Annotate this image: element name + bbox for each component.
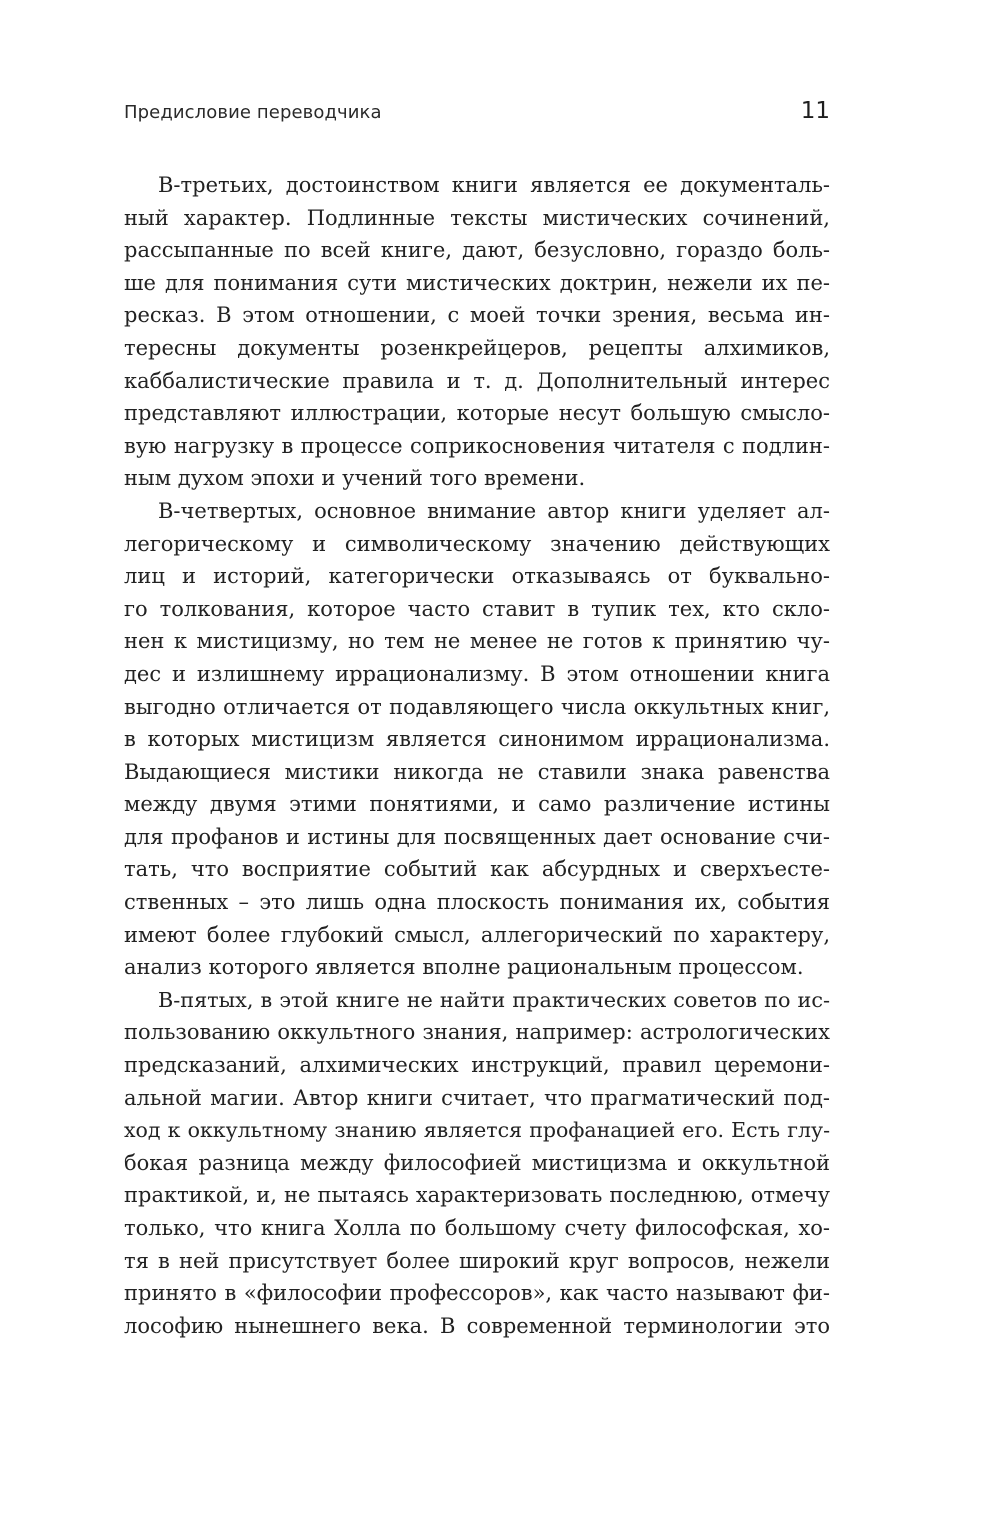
running-head [124, 98, 830, 130]
body-text [124, 169, 830, 1342]
paragraph-line: для профанов и истины для посвященных дает основание счи- [124, 824, 830, 849]
paragraph-line: дес и излишнему иррационализму. В этом отношении книга [124, 661, 830, 686]
paragraph-line: альной магии. Автор книги считает, что прагматический под- [124, 1085, 830, 1110]
paragraph-line: Выдающиеся мистики никогда не ставили знака равенства [124, 759, 830, 784]
paragraph-line: В-пятых, в этой книге не найти практических советов по ис- [158, 987, 830, 1012]
paragraph-line: представляют иллюстрации, которые несут большую смысло- [124, 401, 830, 426]
paragraph-line: тать, что восприятие событий как абсурдных и сверхъесте- [124, 857, 830, 882]
paragraph-line: рассыпанные по всей книге, дают, безусловно, гораздо боль- [124, 238, 830, 263]
paragraph-line: легорическому и символическому значению действующих [124, 531, 830, 556]
paragraph-line: го толкования, которое часто ставит в тупик тех, кто скло- [124, 596, 830, 621]
paragraph-line: в которых мистицизм является синонимом иррационализма. [124, 727, 830, 752]
paragraph-line: ственных – это лишь одна плоскость понимания их, события [124, 890, 830, 915]
paragraph-line: практикой, и, не пытаясь характеризовать последнюю, отмечу [124, 1183, 830, 1208]
paragraph-line: только, что книга Холла по большому счету философская, хо- [124, 1216, 830, 1240]
paragraph-line: ход к оккультному знанию является профанацией его. Есть глу- [124, 1118, 830, 1143]
paragraph-line: пользованию оккультного знания, например: астрологических [124, 1020, 830, 1045]
paragraph-line: лиц и историй, категорически отказываясь от буквально- [124, 564, 830, 589]
paragraph-line: нен к мистицизму, но тем не менее не готов к принятию чу- [124, 629, 830, 654]
paragraph-line: В-четвертых, основное внимание автор книги уделяет ал- [158, 498, 830, 523]
paragraph-line: принято в «философии профессоров», как часто называют фи- [124, 1281, 830, 1306]
paragraph-line: ный характер. Подлинные тексты мистических сочинений, [124, 205, 830, 230]
paragraph-line: ресказ. В этом отношении, с моей точки зрения, весьма ин- [124, 303, 830, 328]
paragraph-line: ше для понимания сути мистических доктрин, нежели их пе- [124, 270, 830, 295]
paragraph-line: В-третьих, достоинством книги является ее документаль- [158, 173, 830, 197]
paragraph-line: тя в ней присутствует более широкий круг вопросов, нежели [124, 1248, 830, 1273]
paragraph-line: анализ которого является вполне рациональным процессом. [124, 955, 804, 980]
paragraph-line: между двумя этими понятиями, и само различение истины [124, 792, 830, 817]
paragraph-line: предсказаний, алхимических инструкций, правил церемони- [124, 1053, 830, 1078]
paragraph-line: вую нагрузку в процессе соприкосновения читателя с подлин- [124, 433, 830, 458]
page-number: 11 [800, 98, 830, 124]
running-title: Предисловие переводчика [124, 102, 382, 123]
paragraph-line: тересны документы розенкрейцеров, рецепты алхимиков, [124, 335, 830, 360]
paragraph-line: выгодно отличается от подавляющего числа оккультных книг, [124, 694, 830, 719]
paragraph-line: бокая разница между философией мистицизма и оккультной [124, 1150, 830, 1175]
paragraph-line: каббалистические правила и т. д. Дополнительный интерес [124, 368, 830, 393]
paragraph-line: имеют более глубокий смысл, аллегорический по характеру, [124, 922, 830, 947]
paragraph-line: ным духом эпохи и учений того времени. [124, 466, 586, 491]
paragraph-line: лософию нынешнего века. В современной терминологии это [124, 1313, 830, 1338]
